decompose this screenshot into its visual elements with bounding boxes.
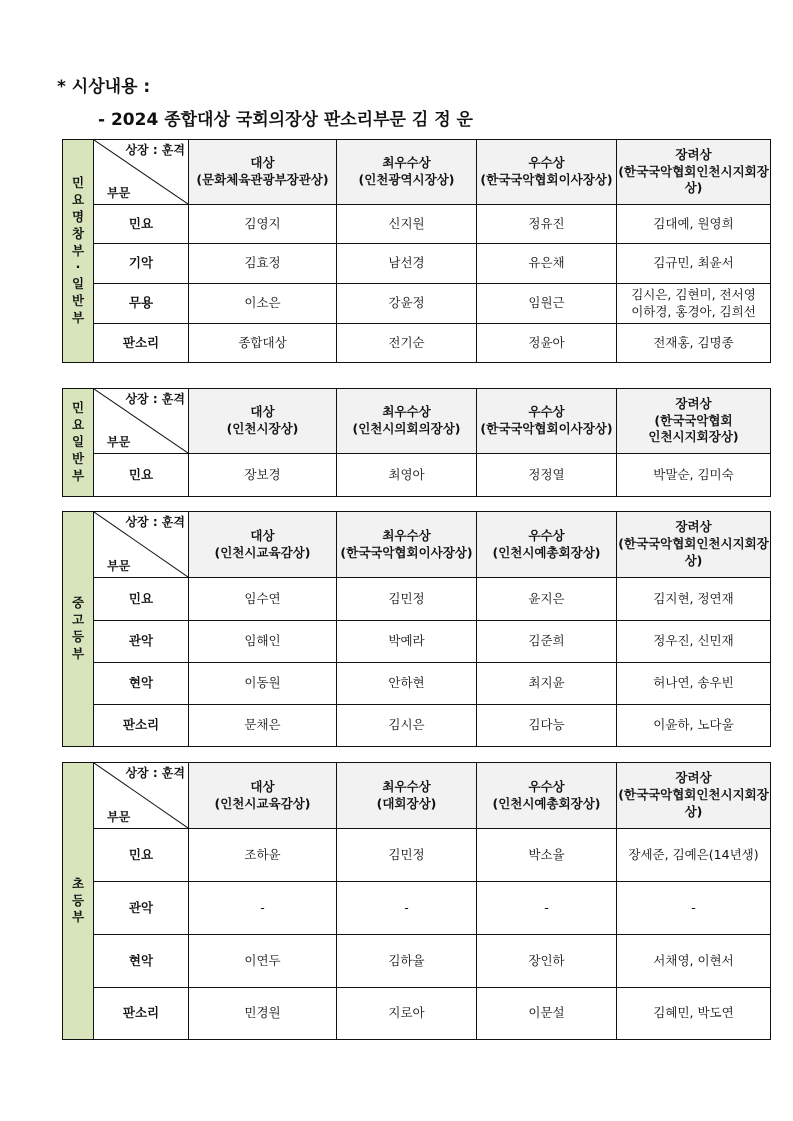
- award-header-line: 장려상: [675, 519, 712, 535]
- table-row: [63, 935, 771, 988]
- winner-cell: [337, 324, 477, 363]
- award-header-line: 최우수상: [382, 527, 431, 543]
- award-header: [189, 140, 337, 205]
- winner-name: 김대예, 원영희: [653, 215, 734, 231]
- category-cell: 판소리: [94, 705, 189, 747]
- division-char: 중: [71, 595, 85, 611]
- table-row: [63, 324, 771, 363]
- category-cell: 민요: [94, 578, 189, 621]
- winner-name: 이문설: [528, 1005, 565, 1021]
- winner-name: 김규민, 최윤서: [653, 255, 734, 271]
- table-row: [63, 663, 771, 705]
- division-label: [63, 512, 94, 747]
- winner-cell: [337, 829, 477, 882]
- winner-cell: [189, 988, 337, 1040]
- winner-name: 김혜민, 박도연: [653, 1005, 734, 1021]
- winner-cell: [337, 244, 477, 284]
- winner-cell: [477, 324, 617, 363]
- winner-cell: [477, 621, 617, 663]
- award-header-line: (한국국악협회이사장상): [340, 544, 473, 560]
- category-cell: 관악: [94, 882, 189, 935]
- award-header-line: 대상: [250, 527, 275, 543]
- award-table-1: [62, 139, 771, 363]
- award-header-line: (인천시장상): [226, 421, 299, 436]
- division-char: 등: [71, 629, 85, 644]
- award-header: [477, 763, 617, 829]
- winner-name: 정우진, 신민재: [653, 633, 734, 649]
- division-char: 등: [71, 892, 85, 908]
- winner-cell: [337, 882, 477, 935]
- division-label: [63, 763, 94, 1040]
- division-char: 부: [71, 645, 85, 661]
- winner-cell: [337, 988, 477, 1040]
- award-header-line: 인천시지회장상): [648, 429, 739, 445]
- winner-cell: [617, 829, 771, 882]
- corner-header: [94, 512, 189, 578]
- winner-cell: [337, 663, 477, 705]
- award-header: [617, 389, 771, 454]
- corner-header: [94, 140, 189, 205]
- winner-name: 김준희: [528, 633, 565, 649]
- division-char: 일: [71, 434, 85, 450]
- table-row: [63, 621, 771, 663]
- section-subheading: - 2024 종합대상 국회의장상 판소리부문 김 정 운: [98, 110, 473, 130]
- division-char: 반: [71, 293, 85, 309]
- table-row: [63, 454, 771, 497]
- award-header: [617, 763, 771, 829]
- winner-cell: [617, 205, 771, 244]
- winner-cell: [477, 988, 617, 1040]
- award-header: [617, 140, 771, 205]
- winner-name: 이소은: [244, 295, 281, 311]
- winner-name: 유은채: [528, 255, 565, 271]
- winner-cell: [477, 663, 617, 705]
- winner-name: 김효정: [244, 255, 281, 271]
- winner-cell: [337, 935, 477, 988]
- winner-cell: [617, 988, 771, 1040]
- winner-cell: [617, 882, 771, 935]
- award-header-line: 장려상: [675, 395, 712, 411]
- division-char: 요: [71, 191, 85, 207]
- winner-name: 서채영, 이현서: [653, 952, 734, 968]
- corner-award-label: 상장 : 훈격: [125, 392, 185, 406]
- winner-cell: [477, 935, 617, 988]
- winner-cell: [189, 284, 337, 324]
- winner-name: 전기순: [388, 334, 425, 350]
- winner-name: 김영지: [244, 215, 281, 231]
- division-char: 초: [71, 875, 85, 891]
- winner-name: 김시은, 김현미, 전서영: [631, 286, 756, 302]
- award-header: [189, 512, 337, 578]
- corner-award-label: 상장 : 훈격: [125, 143, 185, 157]
- award-header: [337, 389, 477, 454]
- table-row: [63, 284, 771, 324]
- award-header-line: 우수상: [528, 778, 565, 794]
- award-header-line: (인천시의회의장상): [352, 421, 461, 436]
- winner-name: 안하현: [388, 675, 425, 691]
- division-char: 부: [71, 242, 85, 258]
- category-cell: 민요: [94, 454, 189, 497]
- award-header: [189, 763, 337, 829]
- division-char: 부: [71, 909, 85, 925]
- winner-name: 임수연: [244, 590, 281, 606]
- winner-name: 허나연, 송우빈: [653, 675, 734, 691]
- division-label: [63, 389, 94, 497]
- division-char: 민: [71, 400, 85, 416]
- winner-cell: [189, 454, 337, 497]
- award-header: [477, 389, 617, 454]
- winner-name: 이연두: [244, 952, 281, 968]
- winner-name: 장보경: [244, 466, 281, 482]
- table-row: [63, 882, 771, 935]
- table-header-row: [63, 140, 771, 205]
- winner-name: -: [544, 899, 549, 915]
- category-cell: 기악: [94, 244, 189, 284]
- winner-cell: [189, 882, 337, 935]
- table-row: [63, 244, 771, 284]
- table-row: [63, 578, 771, 621]
- winner-cell: [189, 621, 337, 663]
- award-header: [617, 512, 771, 578]
- division-char: 요: [71, 417, 85, 433]
- table-row: [63, 205, 771, 244]
- winner-name: 박소율: [528, 846, 565, 862]
- award-header-line: (한국국악협회인천시지회장: [618, 787, 769, 803]
- category-cell: 판소리: [94, 324, 189, 363]
- winner-cell: [337, 284, 477, 324]
- winner-cell: [617, 324, 771, 363]
- category-cell: 관악: [94, 621, 189, 663]
- table-row: [63, 705, 771, 747]
- table-header-row: [63, 763, 771, 829]
- winner-name: 정유진: [528, 215, 565, 231]
- division-char: 일: [71, 276, 85, 292]
- division-char: 민: [71, 175, 85, 191]
- winner-name: 남선경: [388, 255, 425, 271]
- winner-name: 최영아: [388, 466, 425, 482]
- corner-category-label: 부문: [107, 809, 131, 824]
- winner-name: 강윤정: [388, 295, 425, 311]
- award-header: [477, 512, 617, 578]
- award-header-line: 장려상: [675, 146, 712, 162]
- winner-name: 신지원: [388, 215, 425, 231]
- winner-name: 박말순, 김미숙: [653, 466, 734, 482]
- award-header: [477, 140, 617, 205]
- winner-name: 김지현, 정연재: [653, 590, 734, 606]
- winner-cell: [617, 454, 771, 497]
- category-cell: 민요: [94, 205, 189, 244]
- winner-name: 김시은: [388, 717, 425, 733]
- division-char: 고: [71, 612, 85, 628]
- winner-cell: [617, 244, 771, 284]
- winner-name: 종합대상: [238, 334, 287, 350]
- corner-category-label: 부문: [107, 185, 131, 200]
- winner-name: 임해인: [244, 633, 281, 649]
- award-header-line: 대상: [250, 155, 275, 171]
- award-table-2: [62, 388, 771, 497]
- winner-name: 임원근: [528, 295, 565, 311]
- winner-name: 장인하: [528, 952, 565, 968]
- winner-cell: [337, 454, 477, 497]
- corner-category-label: 부문: [107, 558, 131, 573]
- winner-cell: [477, 454, 617, 497]
- winner-cell: [189, 935, 337, 988]
- award-header-line: (한국국악협회이사장상): [480, 172, 613, 187]
- award-header-line: (한국국악협회인천시지회장: [618, 536, 769, 552]
- winner-name: 지로아: [388, 1005, 425, 1021]
- award-header-line: (대회장상): [376, 795, 437, 811]
- winner-name: 김민정: [388, 846, 425, 862]
- winner-cell: [477, 882, 617, 935]
- award-header-line: 대상: [250, 404, 275, 420]
- award-header: [189, 389, 337, 454]
- category-cell: 민요: [94, 829, 189, 882]
- corner-award-label: 상장 : 훈격: [125, 766, 185, 780]
- winner-name: 장세준, 김예은(14년생): [628, 846, 759, 862]
- award-header-line: (인천광역시장상): [358, 172, 455, 187]
- award-header-line: (인천시교육감상): [214, 795, 311, 811]
- division-char: 반: [71, 450, 85, 466]
- award-header-line: 상): [684, 552, 703, 568]
- division-char: 부: [71, 467, 85, 483]
- award-header-line: 우수상: [528, 155, 565, 171]
- award-header-line: 장려상: [675, 770, 712, 786]
- division-char: 명: [71, 208, 85, 224]
- table-header-row: [63, 389, 771, 454]
- category-cell: 현악: [94, 663, 189, 705]
- table-row: [63, 829, 771, 882]
- winner-cell: [189, 578, 337, 621]
- winner-cell: [189, 244, 337, 284]
- winner-cell: [617, 663, 771, 705]
- division-char: ·: [75, 259, 81, 275]
- winner-name: 윤지은: [528, 590, 565, 606]
- winner-name: 정정열: [528, 466, 565, 482]
- winner-cell: [337, 205, 477, 244]
- corner-header: [94, 389, 189, 454]
- corner-award-label: 상장 : 훈격: [125, 515, 185, 529]
- corner-category-label: 부문: [107, 434, 131, 449]
- winner-cell: [189, 324, 337, 363]
- winner-cell: [617, 284, 771, 324]
- winner-name: -: [260, 899, 265, 915]
- winner-name: 정윤아: [528, 334, 565, 350]
- award-header: [337, 512, 477, 578]
- winner-name: 박예라: [388, 633, 425, 649]
- winner-cell: [337, 705, 477, 747]
- award-header-line: 최우수상: [382, 404, 431, 420]
- winner-cell: [189, 829, 337, 882]
- winner-name: 이하경, 홍경아, 김희선: [631, 303, 756, 319]
- award-header-line: 우수상: [528, 404, 565, 420]
- section-heading: * 시상내용 :: [57, 77, 151, 97]
- winner-cell: [617, 705, 771, 747]
- winner-cell: [617, 578, 771, 621]
- award-header-line: (한국국악협회: [654, 412, 733, 428]
- winner-cell: [477, 829, 617, 882]
- winner-name: 최지윤: [528, 675, 565, 691]
- winner-cell: [477, 284, 617, 324]
- winner-cell: [189, 205, 337, 244]
- winner-cell: [477, 244, 617, 284]
- award-header-line: (인천시교육감상): [214, 544, 311, 560]
- winner-cell: [337, 621, 477, 663]
- award-header-line: 상): [684, 180, 703, 196]
- winner-name: 조하윤: [244, 846, 281, 862]
- award-header-line: (인천시예총회장상): [492, 544, 601, 560]
- winner-name: 민경원: [244, 1005, 281, 1021]
- award-table-4: [62, 762, 771, 1040]
- award-header-line: (한국국악협회인천시지회장: [618, 163, 769, 179]
- award-header: [337, 763, 477, 829]
- division-label: [63, 140, 94, 363]
- winner-cell: [189, 663, 337, 705]
- winner-cell: [617, 621, 771, 663]
- division-char: 창: [71, 225, 85, 241]
- winner-name: -: [404, 899, 409, 915]
- table-header-row: [63, 512, 771, 578]
- corner-header: [94, 763, 189, 829]
- winner-cell: [617, 935, 771, 988]
- winner-cell: [477, 205, 617, 244]
- winner-cell: [189, 705, 337, 747]
- award-header: [337, 140, 477, 205]
- award-header-line: 최우수상: [382, 155, 431, 171]
- winner-name: 이윤하, 노다울: [653, 717, 734, 733]
- winner-name: 전재홍, 김명종: [653, 334, 734, 350]
- award-header-line: 최우수상: [382, 778, 431, 794]
- award-table-3: [62, 511, 771, 747]
- award-header-line: 상): [684, 803, 703, 819]
- award-header-line: 대상: [250, 778, 275, 794]
- winner-cell: [337, 578, 477, 621]
- winner-name: 김하율: [388, 952, 425, 968]
- award-header-line: (인천시예총회장상): [492, 795, 601, 811]
- table-row: [63, 988, 771, 1040]
- winner-cell: [477, 578, 617, 621]
- winner-name: 문채은: [244, 717, 281, 733]
- winner-cell: [477, 705, 617, 747]
- winner-name: -: [691, 899, 696, 915]
- winner-name: 이동원: [244, 675, 281, 691]
- award-header-line: (문화체육관광부장관상): [196, 172, 329, 187]
- category-cell: 판소리: [94, 988, 189, 1040]
- award-header-line: (한국국악협회이사장상): [480, 421, 613, 436]
- winner-name: 김민정: [388, 590, 425, 606]
- division-char: 부: [71, 310, 85, 326]
- category-cell: 무용: [94, 284, 189, 324]
- award-header-line: 우수상: [528, 527, 565, 543]
- winner-name: 김다능: [528, 717, 565, 733]
- category-cell: 현악: [94, 935, 189, 988]
